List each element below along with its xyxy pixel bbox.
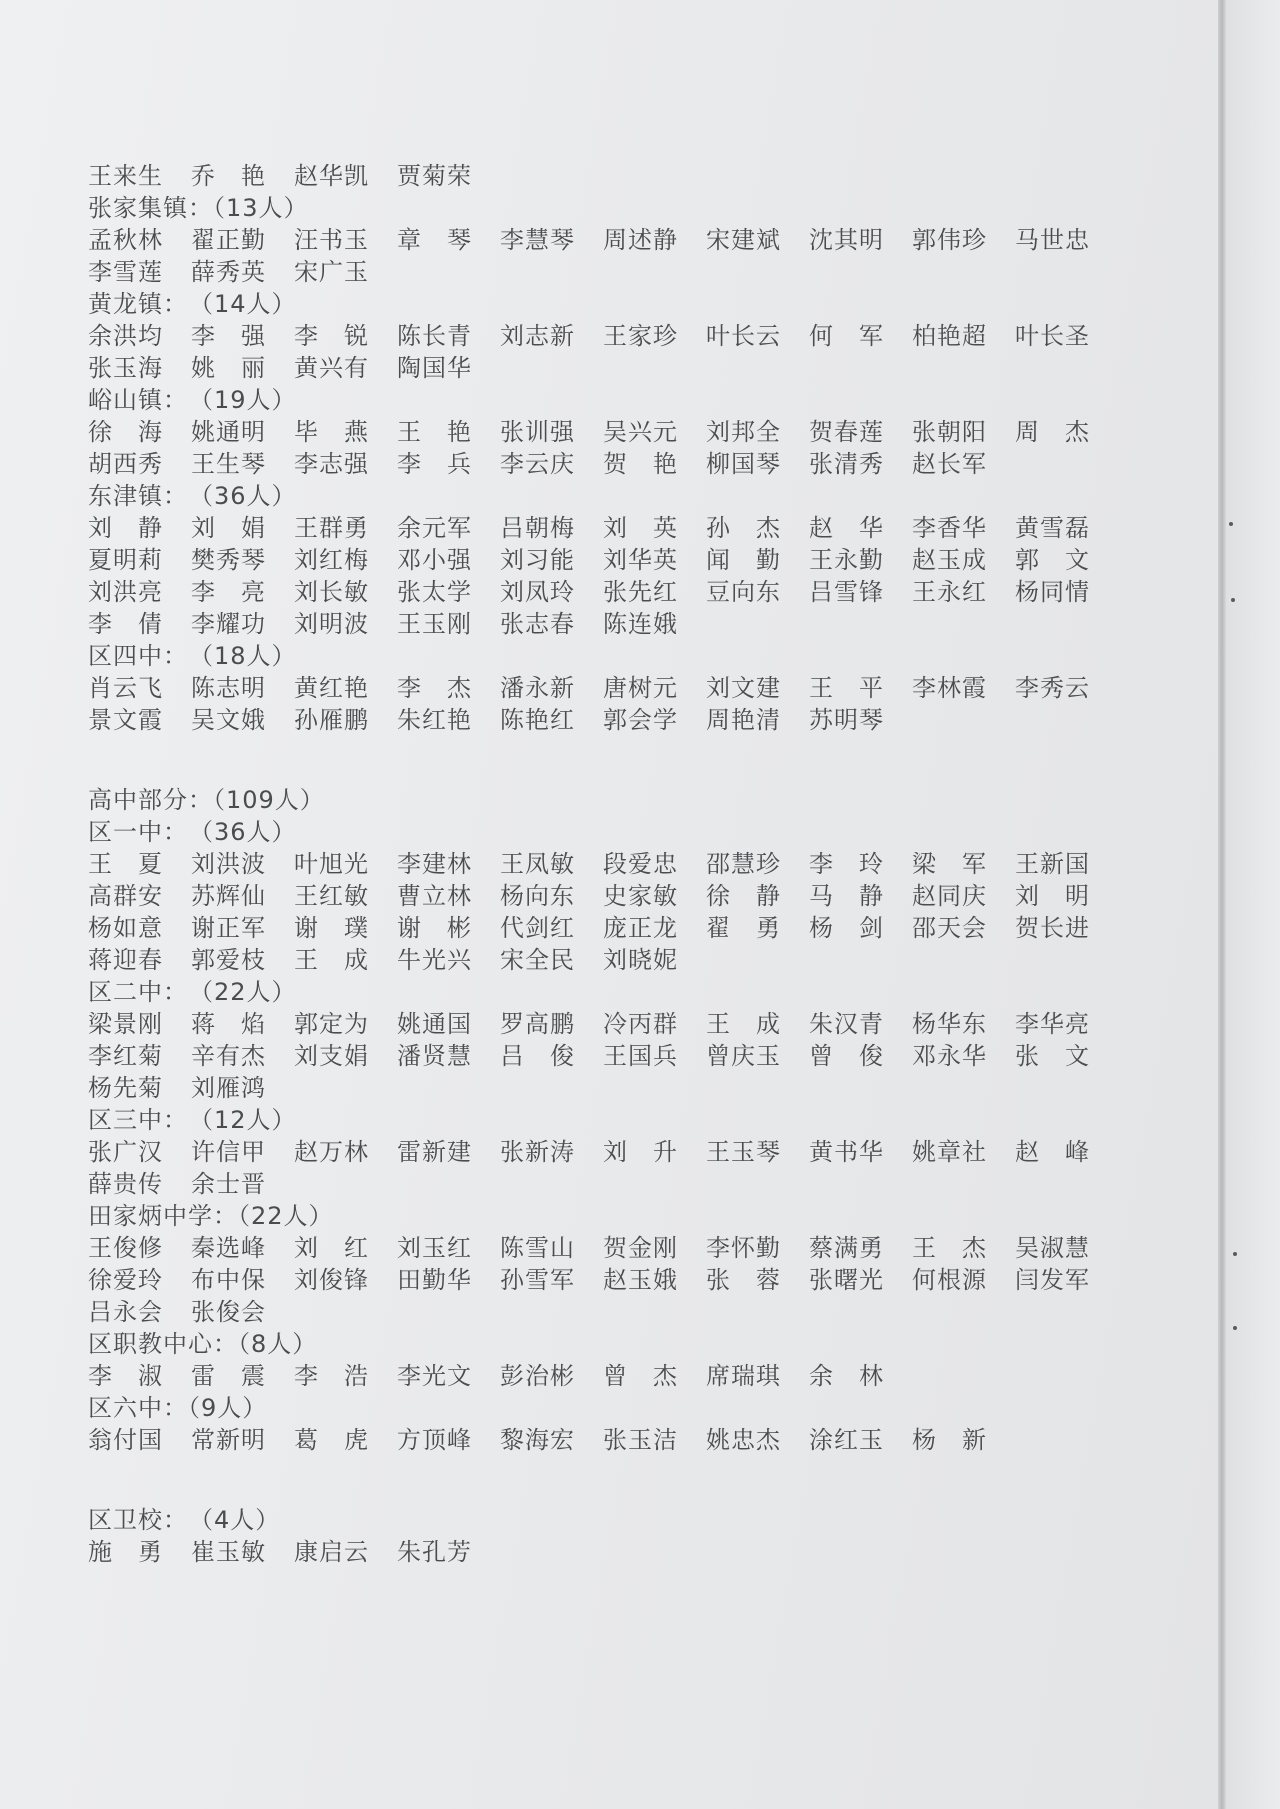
person-name: 田勤华 [397,1266,472,1294]
person-name: 李香华 [912,514,987,542]
person-name: 潘永新 [500,674,575,702]
person-name: 闻 勤 [706,546,781,574]
section-heading: 黄龙镇： （14人） [88,290,297,318]
person-name: 李 兵 [397,450,472,478]
person-name: 杨同情 [1015,578,1090,606]
person-name: 刘 静 [88,514,163,542]
person-name: 宋建斌 [706,226,781,254]
person-name: 段爱忠 [603,850,678,878]
person-name: 赵华凯 [294,162,369,190]
person-name: 王 杰 [912,1234,987,1262]
person-name: 薛秀英 [191,258,266,286]
paper-edge [1218,0,1226,1809]
person-name: 宋全民 [500,946,575,974]
name-row [88,256,1128,288]
person-name: 苏明琴 [809,706,884,734]
person-name: 杨 新 [912,1426,987,1454]
person-name: 刘志新 [500,322,575,350]
person-name: 赵万林 [294,1138,369,1166]
name-row [88,1424,1128,1456]
person-name: 张玉洁 [603,1426,678,1454]
person-name: 翁付国 [88,1426,163,1454]
person-name: 徐 静 [706,882,781,910]
person-name: 谢 璞 [294,914,369,942]
person-name: 吕雪锋 [809,578,884,606]
person-name: 黎海宏 [500,1426,575,1454]
section-heading: 峪山镇： （19人） [88,386,297,414]
person-name: 毕 燕 [294,418,369,446]
person-name: 雷新建 [397,1138,472,1166]
person-name: 朱汉青 [809,1010,884,1038]
person-name: 席瑞琪 [706,1362,781,1390]
person-name: 张曙光 [809,1266,884,1294]
speck [1231,598,1235,602]
person-name: 朱孔芳 [397,1538,472,1566]
person-name: 王新国 [1015,850,1090,878]
person-name: 孟秋林 [88,226,163,254]
person-name: 罗高鹏 [500,1010,575,1038]
person-name: 李 倩 [88,610,163,638]
section-heading: 区四中： （18人） [88,642,297,670]
person-name: 潘贤慧 [397,1042,472,1070]
person-name: 吴文娥 [191,706,266,734]
person-name: 牛光兴 [397,946,472,974]
person-name: 王玉琴 [706,1138,781,1166]
person-name: 史家敏 [603,882,678,910]
person-name: 马 静 [809,882,884,910]
person-name: 秦选峰 [191,1234,266,1262]
person-name: 刘晓妮 [603,946,678,974]
person-name: 贺 艳 [603,450,678,478]
person-name: 沈其明 [809,226,884,254]
speck [1233,1252,1237,1256]
name-row [88,352,1128,384]
person-name: 王红敏 [294,882,369,910]
person-name: 杨华东 [912,1010,987,1038]
person-name: 张 文 [1015,1042,1090,1070]
section-heading: 区二中： （22人） [88,978,297,1006]
person-name: 吕朝梅 [500,514,575,542]
person-name: 郭爱枝 [191,946,266,974]
person-name: 赵玉娥 [603,1266,678,1294]
person-name: 赵长军 [912,450,987,478]
person-name: 徐爱玲 [88,1266,163,1294]
person-name: 柏艳超 [912,322,987,350]
person-name: 梁景刚 [88,1010,163,1038]
person-name: 刘洪波 [191,850,266,878]
person-name: 雷 震 [191,1362,266,1390]
section-heading: 区六中：（9人） [88,1394,268,1422]
person-name: 闫发军 [1015,1266,1090,1294]
person-name: 蒋 焰 [191,1010,266,1038]
name-row [88,1040,1128,1072]
person-name: 刘凤玲 [500,578,575,606]
person-name: 李 杰 [397,674,472,702]
person-name: 贺春莲 [809,418,884,446]
person-name: 王永红 [912,578,987,606]
person-name: 刘习能 [500,546,575,574]
person-name: 姚通明 [191,418,266,446]
person-name: 方顶峰 [397,1426,472,1454]
person-name: 赵玉成 [912,546,987,574]
person-name: 李慧琴 [500,226,575,254]
person-name: 贺长进 [1015,914,1090,942]
person-name: 孙 杰 [706,514,781,542]
person-name: 庞正龙 [603,914,678,942]
name-row [88,912,1128,944]
section-gap [88,1456,1128,1504]
section-heading: 区职教中心：（8人） [88,1330,318,1358]
person-name: 柳国琴 [706,450,781,478]
person-name: 常新明 [191,1426,266,1454]
person-name: 翟 勇 [706,914,781,942]
person-name: 李志强 [294,450,369,478]
name-row [88,1536,1128,1568]
person-name: 布中保 [191,1266,266,1294]
person-name: 徐 海 [88,418,163,446]
person-name: 周述静 [603,226,678,254]
person-name: 黄兴有 [294,354,369,382]
person-name: 邵天会 [912,914,987,942]
person-name: 张清秀 [809,450,884,478]
person-name: 葛 虎 [294,1426,369,1454]
person-name: 郭 文 [1015,546,1090,574]
person-name: 代剑红 [500,914,575,942]
section-heading: 高中部分：（109人） [88,786,325,814]
person-name: 王凤敏 [500,850,575,878]
person-name: 何 军 [809,322,884,350]
name-row [88,544,1128,576]
person-name: 曾庆玉 [706,1042,781,1070]
person-name: 景文霞 [88,706,163,734]
person-name: 孙雪军 [500,1266,575,1294]
person-name: 刘玉红 [397,1234,472,1262]
person-name: 李红菊 [88,1042,163,1070]
person-name: 王 艳 [397,418,472,446]
person-name: 高群安 [88,882,163,910]
person-name: 杨先菊 [88,1074,163,1102]
name-row [88,944,1128,976]
person-name: 薛贵传 [88,1170,163,1198]
person-name: 余洪均 [88,322,163,350]
person-name: 刘俊锋 [294,1266,369,1294]
person-name: 李 淑 [88,1362,163,1390]
person-name: 刘支娟 [294,1042,369,1070]
person-name: 肖云飞 [88,674,163,702]
person-name: 王家珍 [603,322,678,350]
person-name: 陈雪山 [500,1234,575,1262]
person-name: 周艳清 [706,706,781,734]
name-row [88,704,1128,736]
person-name: 梁 军 [912,850,987,878]
person-name: 赵 峰 [1015,1138,1090,1166]
name-row [88,608,1128,640]
person-name: 余元军 [397,514,472,542]
name-list-document [88,160,1128,1568]
person-name: 王国兵 [603,1042,678,1070]
person-name: 杨 剑 [809,914,884,942]
name-row [88,1168,1128,1200]
name-row [88,512,1128,544]
person-name: 张太学 [397,578,472,606]
person-name: 李 强 [191,322,266,350]
person-name: 乔 艳 [191,162,266,190]
person-name: 曾 俊 [809,1042,884,1070]
name-row [88,1296,1128,1328]
section-heading: 区三中： （12人） [88,1106,297,1134]
person-name: 李 浩 [294,1362,369,1390]
person-name: 曹立林 [397,882,472,910]
person-name: 李 锐 [294,322,369,350]
person-name: 叶长云 [706,322,781,350]
person-name: 刘明波 [294,610,369,638]
person-name: 张玉海 [88,354,163,382]
name-row [88,1264,1128,1296]
person-name: 李建林 [397,850,472,878]
background-strip [1226,0,1280,1809]
person-name: 李怀勤 [706,1234,781,1262]
person-name: 朱红艳 [397,706,472,734]
person-name: 王永勤 [809,546,884,574]
person-name: 邓永华 [912,1042,987,1070]
person-name: 叶长圣 [1015,322,1090,350]
person-name: 郭定为 [294,1010,369,1038]
person-name: 黄红艳 [294,674,369,702]
name-row [88,1008,1128,1040]
person-name: 王 平 [809,674,884,702]
person-name: 王 成 [294,946,369,974]
person-name: 刘红梅 [294,546,369,574]
name-row [88,1136,1128,1168]
person-name: 王群勇 [294,514,369,542]
person-name: 陈长青 [397,322,472,350]
name-row [88,320,1128,352]
person-name: 张广汉 [88,1138,163,1166]
person-name: 陈志明 [191,674,266,702]
person-name: 宋广玉 [294,258,369,286]
person-name: 赵同庆 [912,882,987,910]
person-name: 杨向东 [500,882,575,910]
name-row [88,1072,1128,1104]
person-name: 郭会学 [603,706,678,734]
person-name: 李华亮 [1015,1010,1090,1038]
person-name: 蒋迎春 [88,946,163,974]
person-name: 孙雁鹏 [294,706,369,734]
person-name: 李秀云 [1015,674,1090,702]
name-row [88,224,1128,256]
speck [1233,1326,1237,1330]
person-name: 曾 杰 [603,1362,678,1390]
person-name: 姚通国 [397,1010,472,1038]
section-heading: 东津镇： （36人） [88,482,297,510]
person-name: 李雪莲 [88,258,163,286]
person-name: 蔡满勇 [809,1234,884,1262]
person-name: 余士晋 [191,1170,266,1198]
person-name: 张朝阳 [912,418,987,446]
section-heading: 区卫校： （4人） [88,1506,281,1534]
name-row [88,160,1128,192]
person-name: 夏明莉 [88,546,163,574]
name-row [88,848,1128,880]
person-name: 吕永会 [88,1298,163,1326]
person-name: 刘华英 [603,546,678,574]
name-row [88,576,1128,608]
name-row [88,1232,1128,1264]
person-name: 余 林 [809,1362,884,1390]
person-name: 邵慧珍 [706,850,781,878]
person-name: 汪书玉 [294,226,369,254]
person-name: 贾菊荣 [397,162,472,190]
person-name: 刘长敏 [294,578,369,606]
person-name: 贺金刚 [603,1234,678,1262]
person-name: 吕 俊 [500,1042,575,1070]
person-name: 陶国华 [397,354,472,382]
person-name: 李光文 [397,1362,472,1390]
section-gap [88,736,1128,784]
person-name: 王 夏 [88,850,163,878]
person-name: 王生琴 [191,450,266,478]
person-name: 李云庆 [500,450,575,478]
person-name: 吴淑慧 [1015,1234,1090,1262]
person-name: 张志春 [500,610,575,638]
section-heading: 田家炳中学：（22人） [88,1202,334,1230]
person-name: 周 杰 [1015,418,1090,446]
person-name: 黄书华 [809,1138,884,1166]
person-name: 张新涛 [500,1138,575,1166]
person-name: 郭伟珍 [912,226,987,254]
person-name: 谢正军 [191,914,266,942]
person-name: 杨如意 [88,914,163,942]
person-name: 张先红 [603,578,678,606]
person-name: 吴兴元 [603,418,678,446]
person-name: 李耀功 [191,610,266,638]
person-name: 黄雪磊 [1015,514,1090,542]
person-name: 章 琴 [397,226,472,254]
person-name: 姚 丽 [191,354,266,382]
person-name: 翟正勤 [191,226,266,254]
section-heading: 区一中： （36人） [88,818,297,846]
section-heading: 张家集镇：（13人） [88,194,309,222]
person-name: 王玉刚 [397,610,472,638]
person-name: 刘 明 [1015,882,1090,910]
name-row [88,880,1128,912]
person-name: 张训强 [500,418,575,446]
person-name: 刘雁鸿 [191,1074,266,1102]
person-name: 苏辉仙 [191,882,266,910]
person-name: 邓小强 [397,546,472,574]
person-name: 刘文建 [706,674,781,702]
person-name: 马世忠 [1015,226,1090,254]
person-name: 赵 华 [809,514,884,542]
name-row [88,416,1128,448]
person-name: 李 亮 [191,578,266,606]
person-name: 何根源 [912,1266,987,1294]
person-name: 刘 红 [294,1234,369,1262]
person-name: 彭治彬 [500,1362,575,1390]
person-name: 唐树元 [603,674,678,702]
person-name: 叶旭光 [294,850,369,878]
person-name: 崔玉敏 [191,1538,266,1566]
person-name: 刘 娟 [191,514,266,542]
person-name: 樊秀琴 [191,546,266,574]
person-name: 辛有杰 [191,1042,266,1070]
person-name: 刘邦全 [706,418,781,446]
name-row [88,448,1128,480]
person-name: 豆向东 [706,578,781,606]
person-name: 李 玲 [809,850,884,878]
person-name: 刘 升 [603,1138,678,1166]
person-name: 许信甲 [191,1138,266,1166]
person-name: 陈艳红 [500,706,575,734]
person-name: 姚章社 [912,1138,987,1166]
person-name: 刘洪亮 [88,578,163,606]
person-name: 冷丙群 [603,1010,678,1038]
person-name: 施 勇 [88,1538,163,1566]
name-row [88,672,1128,704]
person-name: 姚忠杰 [706,1426,781,1454]
person-name: 涂红玉 [809,1426,884,1454]
person-name: 王来生 [88,162,163,190]
person-name: 谢 彬 [397,914,472,942]
person-name: 王俊修 [88,1234,163,1262]
person-name: 陈连娥 [603,610,678,638]
person-name: 康启云 [294,1538,369,1566]
person-name: 王 成 [706,1010,781,1038]
person-name: 张 蓉 [706,1266,781,1294]
person-name: 刘 英 [603,514,678,542]
person-name: 李林霞 [912,674,987,702]
person-name: 张俊会 [191,1298,266,1326]
name-row [88,1360,1128,1392]
person-name: 胡西秀 [88,450,163,478]
speck [1229,522,1233,526]
